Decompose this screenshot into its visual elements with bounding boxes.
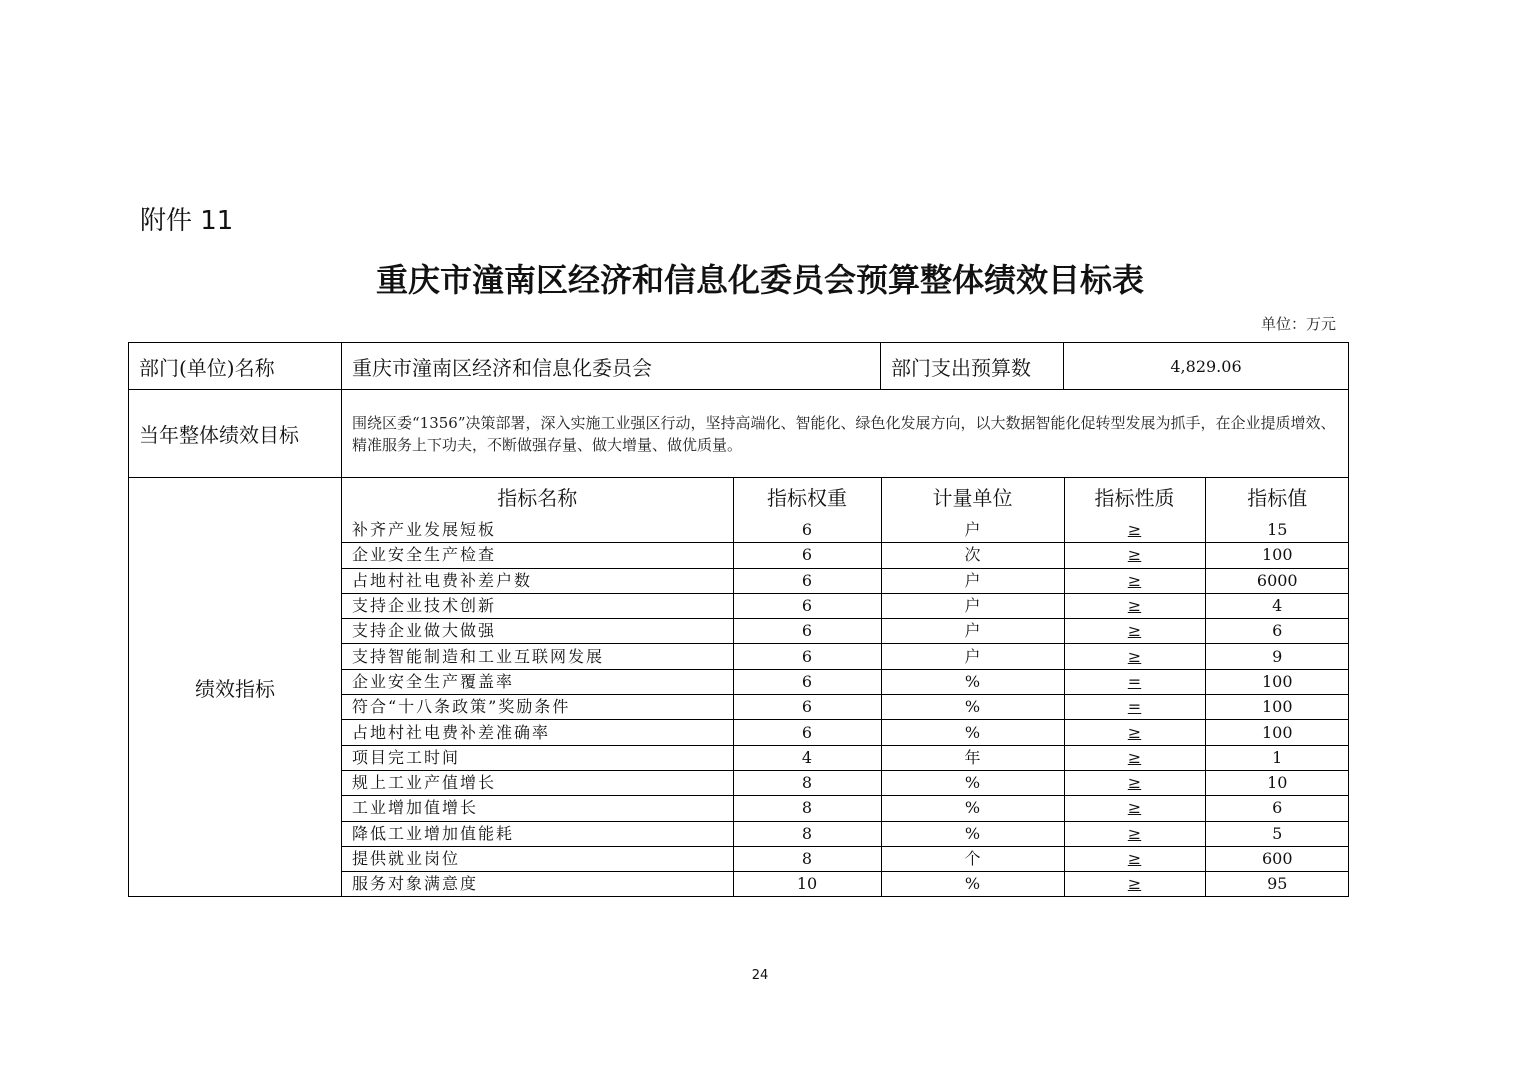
page-title: 重庆市潼南区经济和信息化委员会预算整体绩效目标表 bbox=[375, 261, 1144, 299]
header-indicator-nature: 指标性质 bbox=[1064, 478, 1205, 518]
indicator-weight: 8 bbox=[733, 821, 881, 846]
indicator-nature: ≥ bbox=[1064, 872, 1205, 897]
indicator-weight: 4 bbox=[733, 745, 881, 770]
table-row bbox=[342, 644, 1349, 669]
dept-name-label: 部门(单位)名称 bbox=[129, 343, 342, 390]
table-row bbox=[342, 821, 1349, 846]
indicator-nature: = bbox=[1064, 669, 1205, 694]
indicator-unit: % bbox=[881, 821, 1064, 846]
table-row bbox=[342, 745, 1349, 770]
dept-row bbox=[129, 343, 1349, 390]
indicator-value: 6000 bbox=[1205, 568, 1349, 593]
indicator-weight: 6 bbox=[733, 720, 881, 745]
header-indicator-weight: 指标权重 bbox=[733, 478, 881, 518]
indicator-nature: = bbox=[1064, 695, 1205, 720]
indicator-name: 降低工业增加值能耗 bbox=[342, 821, 733, 846]
indicator-nature: ≥ bbox=[1064, 796, 1205, 821]
unit-note: 单位：万元 bbox=[1260, 315, 1336, 333]
indicator-name: 支持智能制造和工业互联网发展 bbox=[342, 644, 733, 669]
budget-label: 部门支出预算数 bbox=[881, 343, 1064, 390]
indicator-cell bbox=[342, 478, 1349, 897]
table-row bbox=[342, 720, 1349, 745]
indicator-weight: 6 bbox=[733, 518, 881, 543]
indicator-section-label: 绩效指标 bbox=[129, 478, 342, 897]
indicator-weight: 8 bbox=[733, 796, 881, 821]
goal-row bbox=[129, 390, 1349, 478]
table-row bbox=[342, 846, 1349, 871]
header-measure-unit: 计量单位 bbox=[881, 478, 1064, 518]
indicator-unit: % bbox=[881, 770, 1064, 795]
header-indicator-name: 指标名称 bbox=[342, 478, 733, 518]
indicator-weight: 6 bbox=[733, 593, 881, 618]
indicator-nature: ≥ bbox=[1064, 619, 1205, 644]
indicator-value: 100 bbox=[1205, 669, 1349, 694]
indicator-weight: 8 bbox=[733, 770, 881, 795]
header-indicator-value: 指标值 bbox=[1205, 478, 1349, 518]
table-row bbox=[342, 695, 1349, 720]
indicator-weight: 6 bbox=[733, 568, 881, 593]
indicator-name: 企业安全生产检查 bbox=[342, 543, 733, 568]
table-row bbox=[342, 669, 1349, 694]
indicator-value: 4 bbox=[1205, 593, 1349, 618]
indicator-value: 1 bbox=[1205, 745, 1349, 770]
indicator-unit: % bbox=[881, 796, 1064, 821]
indicator-name: 规上工业产值增长 bbox=[342, 770, 733, 795]
indicator-header-row bbox=[342, 478, 1349, 518]
indicator-name: 符合“十八条政策”奖励条件 bbox=[342, 695, 733, 720]
indicator-nature: ≥ bbox=[1064, 518, 1205, 543]
indicator-unit: 户 bbox=[881, 568, 1064, 593]
indicator-value: 15 bbox=[1205, 518, 1349, 543]
indicator-weight: 6 bbox=[733, 619, 881, 644]
indicator-value: 600 bbox=[1205, 846, 1349, 871]
indicator-value: 100 bbox=[1205, 720, 1349, 745]
dept-name-value: 重庆市潼南区经济和信息化委员会 bbox=[342, 343, 881, 390]
indicator-nature: ≥ bbox=[1064, 644, 1205, 669]
indicator-section bbox=[129, 478, 1349, 897]
indicator-value: 6 bbox=[1205, 796, 1349, 821]
indicator-unit: 户 bbox=[881, 644, 1064, 669]
page-number: 24 bbox=[751, 968, 769, 983]
attachment-label: 附件 11 bbox=[140, 206, 234, 236]
indicator-nature: ≥ bbox=[1064, 745, 1205, 770]
indicator-unit: 个 bbox=[881, 846, 1064, 871]
indicator-value: 9 bbox=[1205, 644, 1349, 669]
table-row bbox=[342, 770, 1349, 795]
indicator-nature: ≥ bbox=[1064, 568, 1205, 593]
indicator-nature: ≥ bbox=[1064, 821, 1205, 846]
table-row bbox=[342, 518, 1349, 543]
indicator-name: 服务对象满意度 bbox=[342, 872, 733, 897]
indicator-unit: % bbox=[881, 872, 1064, 897]
indicator-table bbox=[342, 478, 1349, 896]
indicator-value: 100 bbox=[1205, 543, 1349, 568]
indicator-unit: 户 bbox=[881, 619, 1064, 644]
indicator-name: 补齐产业发展短板 bbox=[342, 518, 733, 543]
goal-text: 围绕区委“1356”决策部署，深入实施工业强区行动，坚持高端化、智能化、绿色化发展方向，以大数据智能化促转型发展为抓手，在企业提质增效、精准服务上下功夫，不断做强存量、做大增量、做优质量。 bbox=[342, 390, 1349, 478]
budget-value: 4,829.06 bbox=[1064, 343, 1349, 390]
indicator-weight: 6 bbox=[733, 695, 881, 720]
indicator-unit: % bbox=[881, 695, 1064, 720]
indicator-nature: ≥ bbox=[1064, 770, 1205, 795]
table-row bbox=[342, 593, 1349, 618]
indicator-value: 95 bbox=[1205, 872, 1349, 897]
indicator-nature: ≥ bbox=[1064, 720, 1205, 745]
indicator-value: 5 bbox=[1205, 821, 1349, 846]
indicator-value: 10 bbox=[1205, 770, 1349, 795]
indicator-name: 工业增加值增长 bbox=[342, 796, 733, 821]
table-row bbox=[342, 543, 1349, 568]
indicator-nature: ≥ bbox=[1064, 543, 1205, 568]
indicator-name: 占地村社电费补差准确率 bbox=[342, 720, 733, 745]
indicator-unit: 户 bbox=[881, 518, 1064, 543]
indicator-nature: ≥ bbox=[1064, 846, 1205, 871]
indicator-unit: 年 bbox=[881, 745, 1064, 770]
indicator-weight: 6 bbox=[733, 543, 881, 568]
indicator-name: 占地村社电费补差户数 bbox=[342, 568, 733, 593]
indicator-weight: 10 bbox=[733, 872, 881, 897]
indicator-name: 提供就业岗位 bbox=[342, 846, 733, 871]
table-row bbox=[342, 568, 1349, 593]
indicator-unit: % bbox=[881, 669, 1064, 694]
indicator-weight: 6 bbox=[733, 669, 881, 694]
indicator-weight: 8 bbox=[733, 846, 881, 871]
table-row bbox=[342, 796, 1349, 821]
performance-target-table bbox=[128, 342, 1349, 897]
indicator-name: 项目完工时间 bbox=[342, 745, 733, 770]
indicator-name: 企业安全生产覆盖率 bbox=[342, 669, 733, 694]
indicator-value: 6 bbox=[1205, 619, 1349, 644]
goal-label: 当年整体绩效目标 bbox=[129, 390, 342, 478]
indicator-unit: 次 bbox=[881, 543, 1064, 568]
table-row bbox=[342, 619, 1349, 644]
indicator-name: 支持企业做大做强 bbox=[342, 619, 733, 644]
indicator-value: 100 bbox=[1205, 695, 1349, 720]
table-row bbox=[342, 872, 1349, 897]
indicator-weight: 6 bbox=[733, 644, 881, 669]
indicator-unit: % bbox=[881, 720, 1064, 745]
indicator-nature: ≥ bbox=[1064, 593, 1205, 618]
indicator-unit: 户 bbox=[881, 593, 1064, 618]
indicator-name: 支持企业技术创新 bbox=[342, 593, 733, 618]
